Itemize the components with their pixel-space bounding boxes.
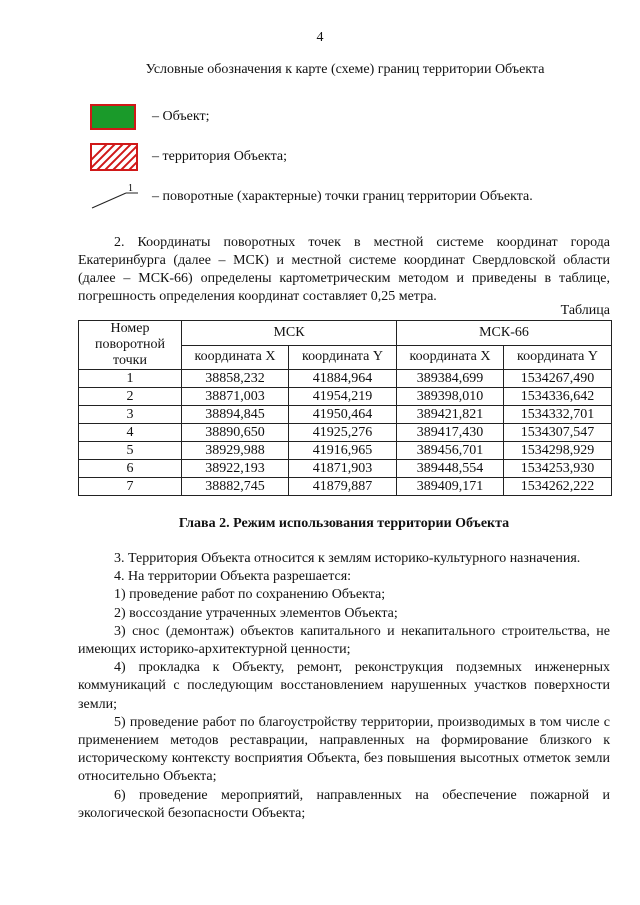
header-msk66: МСК-66 <box>397 321 612 346</box>
table-cell: 1534332,701 <box>504 406 612 424</box>
table-cell: 38871,003 <box>182 388 289 406</box>
table-row <box>79 370 612 388</box>
table-cell: 389384,699 <box>397 370 504 388</box>
table-cell: 41916,965 <box>289 442 397 460</box>
legend-label-turning-points: – поворотные (характерные) точки границ территории Объекта. <box>152 189 533 204</box>
table-row <box>79 388 612 406</box>
table-cell: 41954,219 <box>289 388 397 406</box>
table-cell: 389409,171 <box>397 478 504 496</box>
table-row <box>79 460 612 478</box>
table-cell: 38929,988 <box>182 442 289 460</box>
header-msk-x: координата X <box>182 345 289 370</box>
paragraph-subitem-6: 6) проведение мероприятий, направленных на обеспечение пожарной и экологической безопасности Объекта; <box>78 787 610 821</box>
table-cell: 6 <box>79 460 182 478</box>
paragraph-subitem-4: 4) прокладка к Объекту, ремонт, реконструкция подземных инженерных коммуникаций с последующим восстановлением нарушенных участков поверхности земли; <box>78 660 610 712</box>
table-cell: 41879,887 <box>289 478 397 496</box>
table-cell: 4 <box>79 424 182 442</box>
table-row <box>79 442 612 460</box>
table-cell: 1534262,222 <box>504 478 612 496</box>
table-cell: 7 <box>79 478 182 496</box>
table-cell: 3 <box>79 406 182 424</box>
legend-item-territory <box>90 142 288 172</box>
legend-label-object: – Объект; <box>152 109 210 124</box>
header-msk66-x: координата X <box>397 345 504 370</box>
coords-paragraph: 2. Координаты поворотных точек в местной системе координат города Екатеринбурга (далее – МСК) и местной системе координат Свердловской области (далее – МСК-66) определены картометрическим методом и приведены в таблице, погрешность определения координат составляет 0,25 метра. <box>78 235 610 304</box>
table-cell: 1534267,490 <box>504 370 612 388</box>
paragraph-subitem-5: 5) проведение работ по благоустройству территории, производимых в том числе с применением методов реставрации, направленных на формирование близкого к историческому контексту восприятия Объекта, без повышения высотных отметок земли относительно Объекта; <box>78 714 610 785</box>
table-cell: 389421,821 <box>397 406 504 424</box>
paragraph-subitem-3: 3) снос (демонтаж) объектов капитального и некапитального строительства, не имеющих историко-архитектурной ценности; <box>78 623 610 658</box>
table-row <box>79 406 612 424</box>
header-msk-y: координата Y <box>289 345 397 370</box>
table-cell: 1534253,930 <box>504 460 612 478</box>
table-cell: 38858,232 <box>182 370 289 388</box>
turning-point-marker-icon <box>90 182 140 212</box>
paragraph-subitem-1: 1) проведение работ по сохранению Объекта; <box>114 587 386 603</box>
coordinates-table <box>78 320 612 496</box>
legend-label-territory: – территория Объекта; <box>152 149 288 164</box>
table-cell: 38894,845 <box>182 406 289 424</box>
table-cell: 389448,554 <box>397 460 504 478</box>
table-cell: 5 <box>79 442 182 460</box>
table-cell: 2 <box>79 388 182 406</box>
table-cell: 41950,464 <box>289 406 397 424</box>
table-cell: 389398,010 <box>397 388 504 406</box>
table-cell: 389417,430 <box>397 424 504 442</box>
table-row <box>79 424 612 442</box>
object-swatch-icon <box>90 104 136 130</box>
legend-item-object <box>90 102 210 132</box>
table-row <box>79 478 612 496</box>
legend-item-turning-point <box>90 182 533 212</box>
table-cell: 1534307,547 <box>504 424 612 442</box>
paragraph-subitem-2: 2) воссоздание утраченных элементов Объекта; <box>114 605 398 621</box>
table-cell: 41925,276 <box>289 424 397 442</box>
chapter-heading: Глава 2. Режим использования территории Объекта <box>178 516 510 531</box>
table-cell: 1534298,929 <box>504 442 612 460</box>
paragraph-item-4: 4. На территории Объекта разрешается: <box>114 569 352 585</box>
header-msk66-y: координата Y <box>504 345 612 370</box>
header-msk: МСК <box>182 321 397 346</box>
table-cell: 41884,964 <box>289 370 397 388</box>
table-cell: 41871,903 <box>289 460 397 478</box>
table-cell: 38882,745 <box>182 478 289 496</box>
table-cell: 1534336,642 <box>504 388 612 406</box>
paragraph-item-3: 3. Территория Объекта относится к землям историко-культурного назначения. <box>114 551 581 566</box>
turning-point-marker-number: 1 <box>128 183 133 194</box>
table-caption: Таблица <box>560 303 610 318</box>
table-cell: 38922,193 <box>182 460 289 478</box>
legend-title: Условные обозначения к карте (схеме) границ территории Объекта <box>145 62 545 77</box>
table-cell: 1 <box>79 370 182 388</box>
hatched-territory-icon <box>90 143 138 171</box>
header-point-number: Номер поворотной точки <box>79 321 182 370</box>
chapter-body <box>78 550 610 823</box>
table-cell: 389456,701 <box>397 442 504 460</box>
page-number: 4 <box>316 30 324 45</box>
table-cell: 38890,650 <box>182 424 289 442</box>
